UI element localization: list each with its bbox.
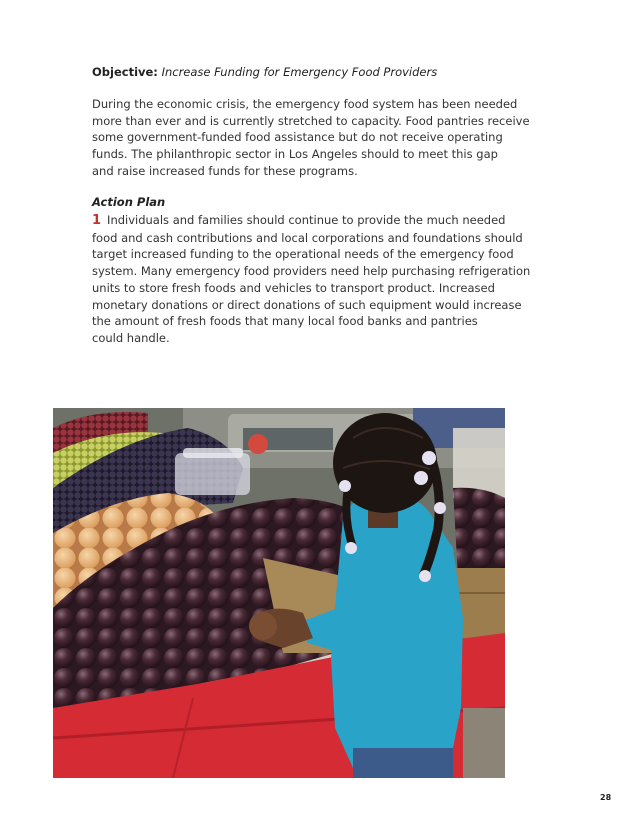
objective-label: Objective: (92, 65, 158, 79)
action-line: units to store fresh foods and vehicles to transport product. Increased (92, 280, 495, 295)
intro-line: some government-funded food assistance but do not receive operating (92, 130, 503, 145)
action-line-text: Individuals and families should continue to provide the much needed (107, 213, 506, 227)
intro-paragraph (92, 96, 530, 180)
action-plan-paragraph (92, 212, 531, 347)
page-number: 28 (600, 793, 612, 802)
action-plan-heading: Action Plan (92, 195, 166, 209)
intro-line: more than ever and is currently stretched to capacity. Food pantries receive (92, 113, 530, 128)
action-line (92, 212, 506, 230)
intro-line: funds. The philanthropic sector in Los Angeles should to meet this gap (92, 147, 498, 162)
action-line: monetary donations or direct donations of such equipment would increase (92, 297, 522, 312)
action-item-number: 1 (92, 213, 102, 228)
objective-text: Increase Funding for Emergency Food Providers (161, 65, 438, 79)
market-photo (53, 408, 505, 778)
action-line: system. Many emergency food providers need help purchasing refrigeration (92, 264, 531, 279)
intro-line: During the economic crisis, the emergency food system has been needed (92, 97, 518, 111)
objective-line (92, 64, 562, 80)
action-line: could handle. (92, 330, 170, 345)
action-line: the amount of fresh foods that many local food banks and pantries (92, 314, 478, 329)
action-line: food and cash contributions and local corporations and foundations should (92, 230, 523, 245)
intro-line: and raise increased funds for these programs. (92, 163, 358, 178)
action-line: target increased funding to the operational needs of the emergency food (92, 247, 514, 262)
